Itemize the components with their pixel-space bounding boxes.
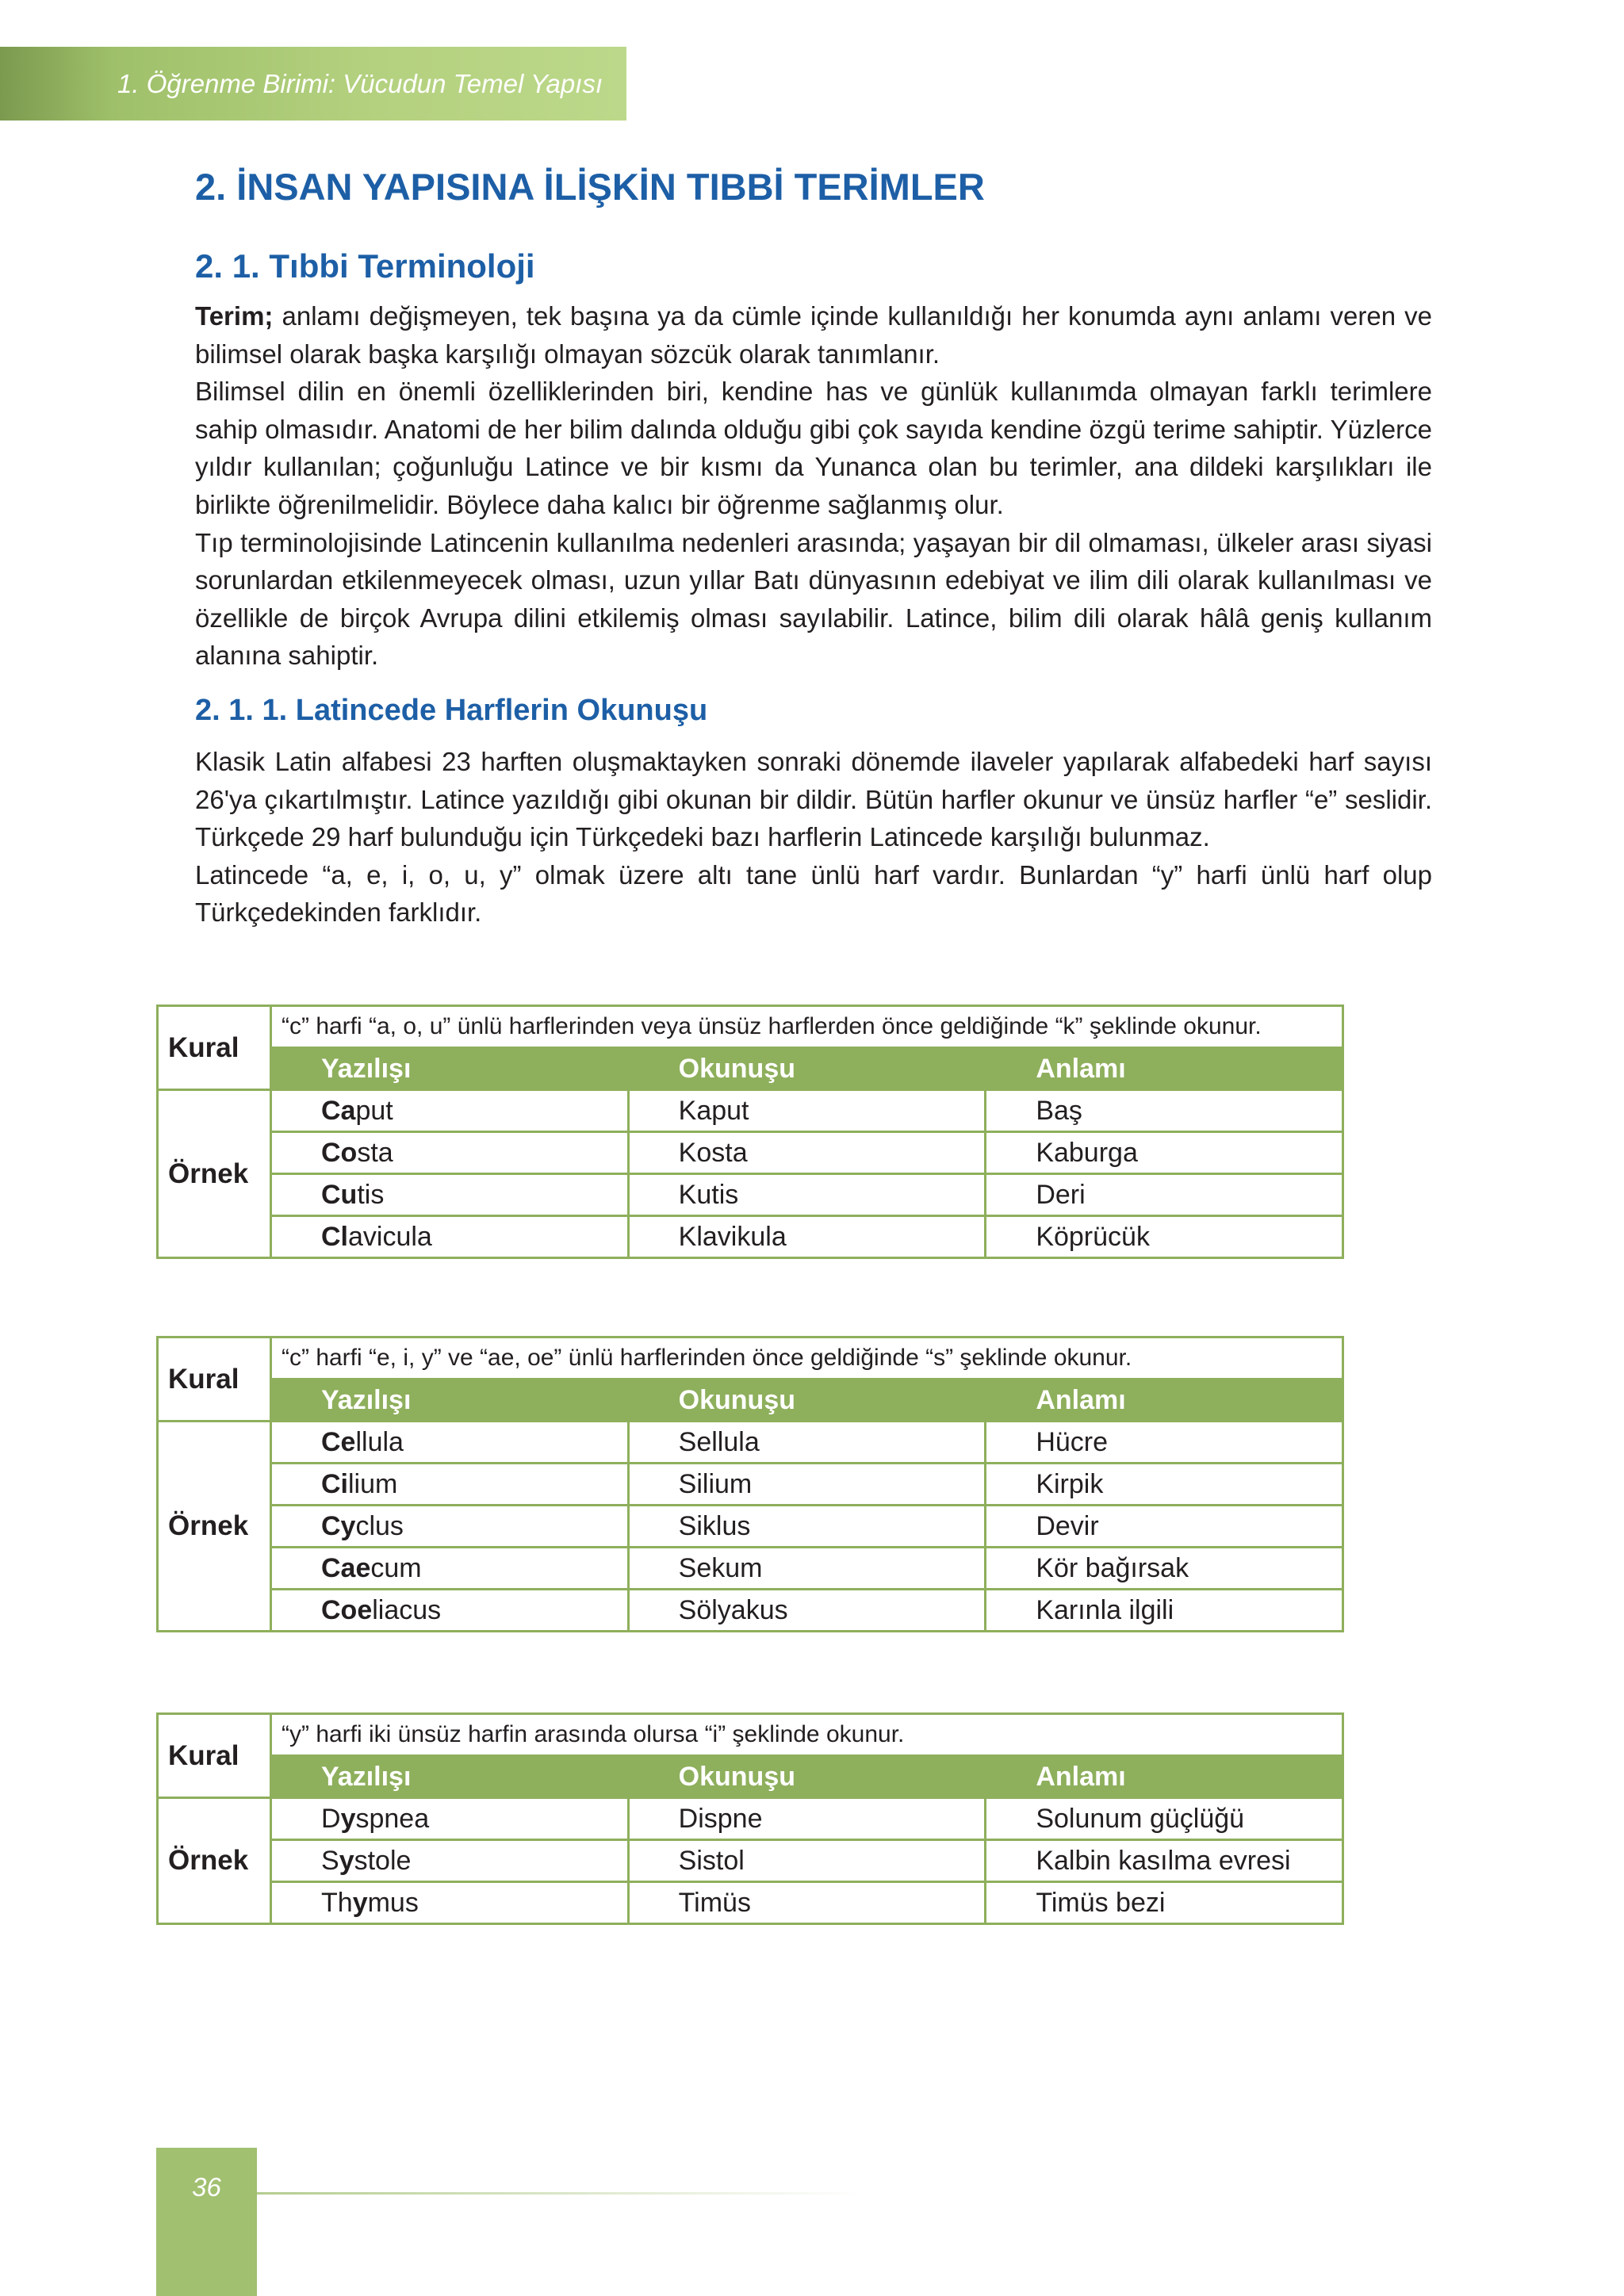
column-header-okunus: Okunuşu — [628, 1756, 986, 1798]
footer-divider — [257, 2192, 860, 2195]
paragraph-3: Tıp terminolojisinde Latincenin kullanılma nedenleri arasında; yaşayan bir dil olmaması, ülkeler arası siyasi sorunlardan etkilenmeyecek olması, uzun yıllar Batı dünyasının edebiyat ve ilim dili olarak kullanılması ve özellikle de birçok Avrupa dilini etkilemiş olması sayılabilir. Latince, bilim dili olarak hâlâ geniş kullanım alanına sahiptir. — [195, 527, 1432, 671]
latin-word: Cellula — [271, 1422, 629, 1464]
intro-text — [195, 297, 1432, 675]
latin-word: Cutis — [271, 1174, 629, 1216]
table-row — [158, 1506, 1343, 1548]
column-header-okunus: Okunuşu — [628, 1048, 986, 1090]
ornek-label: Örnek — [158, 1422, 271, 1632]
pronunciation: Kaput — [628, 1090, 986, 1132]
paragraph-2: Bilimsel dilin en önemli özelliklerinden biri, kendine has ve günlük kullanımda olmayan farklı terimlere sahip olmasıdır. Anatomi de her bilim dalında olduğu gibi çok sayıda kendine özgü terime sahiptir. Yüzlerce yıldır kullanılan; çoğunluğu Latince ve bir kısmı da Yunanca olan bu terimler, ana dildeki karşılıkları ile birlikte öğrenilmelidir. Böylece daha kalıcı bir öğrenme sağlanmış olur. — [195, 377, 1432, 519]
terim-definition: anlamı değişmeyen, tek başına ya da cümle içinde kullanıldığı her konumda aynı anlamı veren ve bilimsel olarak başka karşılığı olmayan sözcük olarak tanımlanır. — [195, 301, 1433, 369]
table-row — [158, 1798, 1343, 1840]
rule-table-3 — [156, 1712, 1344, 1925]
table-row — [158, 1840, 1343, 1882]
table-row — [158, 1548, 1343, 1590]
pronunciation: Sellula — [628, 1422, 986, 1464]
meaning: Köprücük — [986, 1216, 1343, 1258]
meaning: Kirpik — [986, 1464, 1343, 1506]
paragraph-terim — [195, 297, 1432, 373]
meaning: Timüs bezi — [986, 1882, 1343, 1924]
latin-word: Clavicula — [271, 1216, 629, 1258]
pronunciation: Sistol — [628, 1840, 986, 1882]
column-header-anlam: Anlamı — [986, 1380, 1343, 1422]
section-title: 2. İNSAN YAPISINA İLİŞKİN TIBBİ TERİMLER — [195, 166, 985, 208]
pronunciation: Siklus — [628, 1506, 986, 1548]
latin-letters-text — [195, 743, 1432, 932]
latin-word: Caecum — [271, 1548, 629, 1590]
ornek-label: Örnek — [158, 1090, 271, 1258]
meaning: Baş — [986, 1090, 1343, 1132]
latin-word: Coeliacus — [271, 1590, 629, 1632]
pronunciation: Klavikula — [628, 1216, 986, 1258]
column-header-yazilis: Yazılışı — [271, 1756, 629, 1798]
subsubsection-title: 2. 1. 1. Latincede Harflerin Okunuşu — [195, 694, 708, 727]
rule-table-1 — [156, 1004, 1344, 1259]
unit-title: 1. Öğrenme Birimi: Vücudun Temel Yapısı — [117, 69, 603, 98]
table-row — [158, 1090, 1343, 1132]
rule-text: “c” harfi “e, i, y” ve “ae, oe” ünlü harflerinden önce geldiğinde “s” şeklinde okunur. — [271, 1337, 1343, 1380]
table-row — [158, 1422, 1343, 1464]
kural-label: Kural — [158, 1337, 271, 1422]
table-row — [158, 1882, 1343, 1924]
latin-word: Costa — [271, 1132, 629, 1174]
pronunciation: Timüs — [628, 1882, 986, 1924]
rule-table-2 — [156, 1336, 1344, 1632]
meaning: Solunum güçlüğü — [986, 1798, 1343, 1840]
paragraph-4: Klasik Latin alfabesi 23 harften oluşmaktayken sonraki dönemde ilaveler yapılarak alfabedeki harf sayısı 26'ya çıkartılmıştır. Latince yazıldığı gibi okunan bir dildir. Bütün harfler okunur ve ünsüz harfler “e” seslidir. Türkçede 29 harf bulunduğu için Türkçedeki bazı harflerin Latincede karşılığı bulunmaz. — [195, 747, 1432, 852]
meaning: Devir — [986, 1506, 1343, 1548]
subsection-title: 2. 1. Tıbbi Terminoloji — [195, 247, 535, 285]
table-row — [158, 1174, 1343, 1216]
terim-label: Terim; — [195, 301, 274, 331]
ornek-label: Örnek — [158, 1798, 271, 1924]
latin-word: Caput — [271, 1090, 629, 1132]
pronunciation: Silium — [628, 1464, 986, 1506]
column-header-anlam: Anlamı — [986, 1048, 1343, 1090]
rule-text: “y” harfi iki ünsüz harfin arasında olursa “i” şeklinde okunur. — [271, 1714, 1343, 1756]
kural-label: Kural — [158, 1006, 271, 1090]
table-row — [158, 1464, 1343, 1506]
page-number: 36 — [192, 2172, 221, 2202]
rule-text: “c” harfi “a, o, u” ünlü harflerinden veya ünsüz harflerden önce geldiğinde “k” şeklinde okunur. — [271, 1006, 1343, 1048]
latin-word: Thymus — [271, 1882, 629, 1924]
table-row — [158, 1216, 1343, 1258]
section-title-block — [195, 165, 1432, 209]
column-header-okunus: Okunuşu — [628, 1380, 986, 1422]
paragraph-5: Latincede “a, e, i, o, u, y” olmak üzere altı tane ünlü harf vardır. Bunlardan “y” harfi ünlü harf olup Türkçedekinden farklıdır. — [195, 859, 1432, 928]
pronunciation: Kosta — [628, 1132, 986, 1174]
meaning: Hücre — [986, 1422, 1343, 1464]
column-header-yazilis: Yazılışı — [271, 1380, 629, 1422]
pronunciation: Dispne — [628, 1798, 986, 1840]
latin-word: Dyspnea — [271, 1798, 629, 1840]
pronunciation: Sekum — [628, 1548, 986, 1590]
latin-word: Cyclus — [271, 1506, 629, 1548]
table-row — [158, 1132, 1343, 1174]
subsection-title-block — [195, 247, 1432, 285]
subsubsection-title-block — [195, 694, 1432, 728]
page-number-box — [156, 2148, 257, 2296]
meaning: Deri — [986, 1174, 1343, 1216]
column-header-yazilis: Yazılışı — [271, 1048, 629, 1090]
meaning: Kör bağırsak — [986, 1548, 1343, 1590]
kural-label: Kural — [158, 1714, 271, 1798]
table-row — [158, 1590, 1343, 1632]
latin-word: Systole — [271, 1840, 629, 1882]
meaning: Kaburga — [986, 1132, 1343, 1174]
pronunciation: Kutis — [628, 1174, 986, 1216]
latin-word: Cilium — [271, 1464, 629, 1506]
meaning: Karınla ilgili — [986, 1590, 1343, 1632]
pronunciation: Sölyakus — [628, 1590, 986, 1632]
meaning: Kalbin kasılma evresi — [986, 1840, 1343, 1882]
column-header-anlam: Anlamı — [986, 1756, 1343, 1798]
